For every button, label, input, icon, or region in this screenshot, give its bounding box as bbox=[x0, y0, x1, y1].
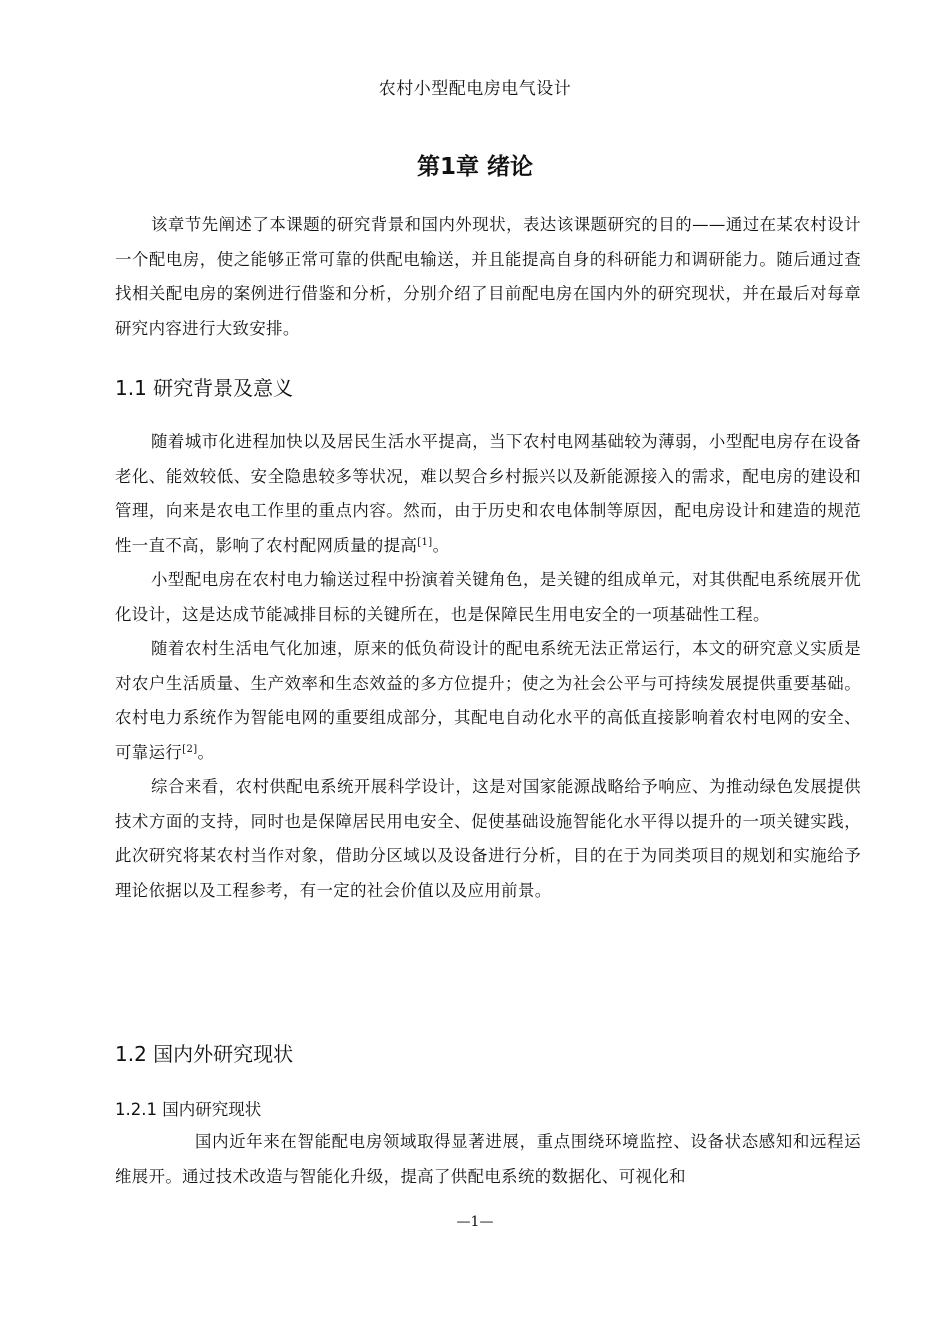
section-1-1-heading-block bbox=[115, 372, 861, 401]
paragraph-1-1-a bbox=[115, 425, 861, 563]
paragraph-end: 。 bbox=[197, 742, 215, 762]
paragraph-end: 。 bbox=[432, 535, 450, 555]
page-number: —1— bbox=[456, 1214, 494, 1230]
subsection-heading-1-2-1: 1.2.1 国内研究现状 bbox=[115, 1100, 262, 1119]
citation-marker[interactable]: [2] bbox=[182, 743, 198, 755]
section-heading-1-2: 1.2 国内外研究现状 bbox=[115, 1042, 294, 1066]
running-header: 农村小型配电房电气设计 bbox=[378, 79, 572, 99]
paragraph-1-1-d: 综合来看，农村供配电系统开展科学设计，这是对国家能源战略给予响应、为推动绿色发展提供技术方面的支持，同时也是保障居民用电安全、促使基础设施智能化水平得以提升的一项关键实践，此次研究将某农村当作对象，借助分区域以及设备进行分析，目的在于为同类项目的规划和实施给予理论依据以及工程参考，有一定的社会价值以及应用前景。 bbox=[115, 777, 861, 900]
subsection-1-2-1-heading-block bbox=[115, 1096, 861, 1120]
paragraph-1-2-1-a: 国内近年来在智能配电房领域取得显著进展，重点围绕环境监控、设备状态感知和远程运维展开。通过技术改造与智能化升级，提高了供配电系统的数据化、可视化和 bbox=[115, 1132, 861, 1186]
subsection-1-2-1-body bbox=[115, 1125, 861, 1194]
section-heading-1-1: 1.1 研究背景及意义 bbox=[115, 376, 294, 400]
intro-block bbox=[115, 208, 861, 346]
citation-marker[interactable]: [1] bbox=[417, 536, 433, 548]
chapter-title: 第1章 绪论 bbox=[416, 154, 533, 180]
paragraph-text: 随着农村生活电气化加速，原来的低负荷设计的配电系统无法正常运行，本文的研究意义实质是对农户生活质量、生产效率和生态效益的多方位提升；使之为社会公平与可持续发展提供重要基础。农村电力系统作为智能电网的重要组成部分，其配电自动化水平的高低直接影响着农村电网的安全、可靠运行 bbox=[115, 639, 861, 762]
paragraph-1-1-b: 小型配电房在农村电力输送过程中扮演着关键角色，是关键的组成单元，对其供配电系统展开优化设计，这是达成节能减排目标的关键所在，也是保障民生用电安全的一项基础性工程。 bbox=[115, 570, 861, 624]
paragraph-1-1-c bbox=[115, 632, 861, 770]
intro-paragraph: 该章节先阐述了本课题的研究背景和国内外现状，表达该课题研究的目的——通过在某农村设计一个配电房，使之能够正常可靠的供配电输送，并且能提高自身的科研能力和调研能力。随后通过查找相关配电房的案例进行借鉴和分析，分别介绍了目前配电房在国内外的研究现状，并在最后对每章研究内容进行大致安排。 bbox=[115, 215, 861, 338]
section-1-2-heading-block bbox=[115, 1038, 861, 1067]
paragraph-text: 随着城市化进程加快以及居民生活水平提高，当下农村电网基础较为薄弱，小型配电房存在设备老化、能效较低、安全隐患较多等状况，难以契合乡村振兴以及新能源接入的需求，配电房的建设和管理，向来是农电工作里的重点内容。然而，由于历史和农电体制等原因，配电房设计和建造的规范性一直不高，影响了农村配网质量的提高 bbox=[115, 432, 861, 555]
section-1-1-body bbox=[115, 425, 861, 908]
